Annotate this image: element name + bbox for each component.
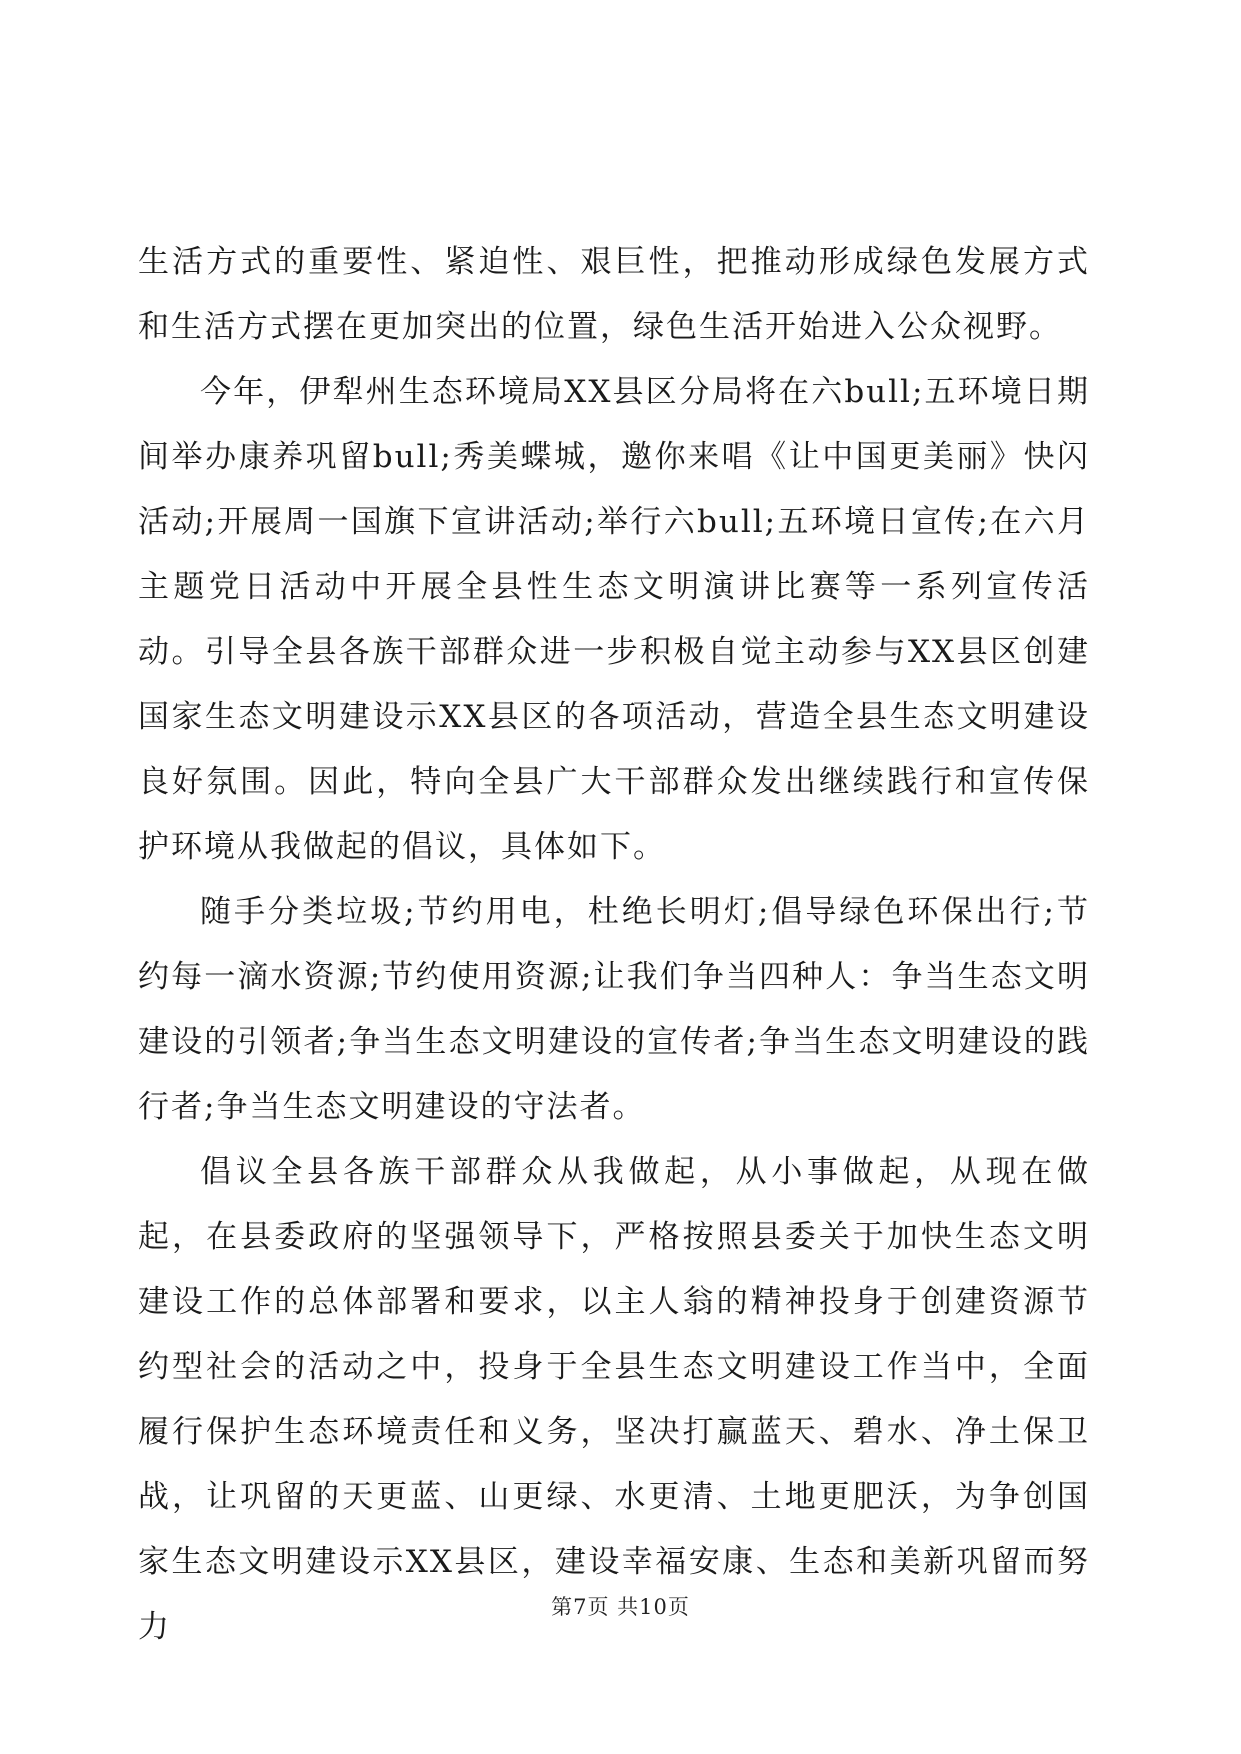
- document-body: [138, 230, 1090, 1660]
- paragraph-event-announcement: 今年，伊犁州生态环境局XX县区分局将在六bull;五环境日期间举办康养巩留bull;秀美蝶城，邀你来唱《让中国更美丽》快闪活动;开展周一国旗下宣讲活动;举行六bull;五环境日宣传;在六月主题党日活动中开展全县性生态文明演讲比赛等一系列宣传活动。引导全县各族干部群众进一步积极自觉主动参与XX县区创建国家生态文明建设示XX县区的各项活动，营造全县生态文明建设良好氛围。因此，特向全县广大干部群众发出继续践行和宣传保护环境从我做起的倡议，具体如下。: [138, 374, 1090, 865]
- paragraph-continuation: 生活方式的重要性、紧迫性、艰巨性，把推动形成绿色发展方式和生活方式摆在更加突出的位置，绿色生活开始进入公众视野。: [138, 244, 1090, 345]
- paragraph-initiative-call: 倡议全县各族干部群众从我做起，从小事做起，从现在做起，在县委政府的坚强领导下，严格按照县委关于加快生态文明建设工作的总体部署和要求，以主人翁的精神投身于创建资源节约型社会的活动之中，投身于全县生态文明建设工作当中，全面履行保护生态环境责任和义务，坚决打赢蓝天、碧水、净土保卫战，让巩留的天更蓝、山更绿、水更清、土地更肥沃，为争创国家生态文明建设示XX县区，建设幸福安康、生态和美新巩留而努力: [138, 1154, 1090, 1645]
- paragraph-actions-list: 随手分类垃圾;节约用电，杜绝长明灯;倡导绿色环保出行;节约每一滴水资源;节约使用资源;让我们争当四种人：争当生态文明建设的引领者;争当生态文明建设的宣传者;争当生态文明建设的践行者;争当生态文明建设的守法者。: [138, 894, 1090, 1125]
- page-number-footer: 第7页 共10页: [551, 1595, 690, 1619]
